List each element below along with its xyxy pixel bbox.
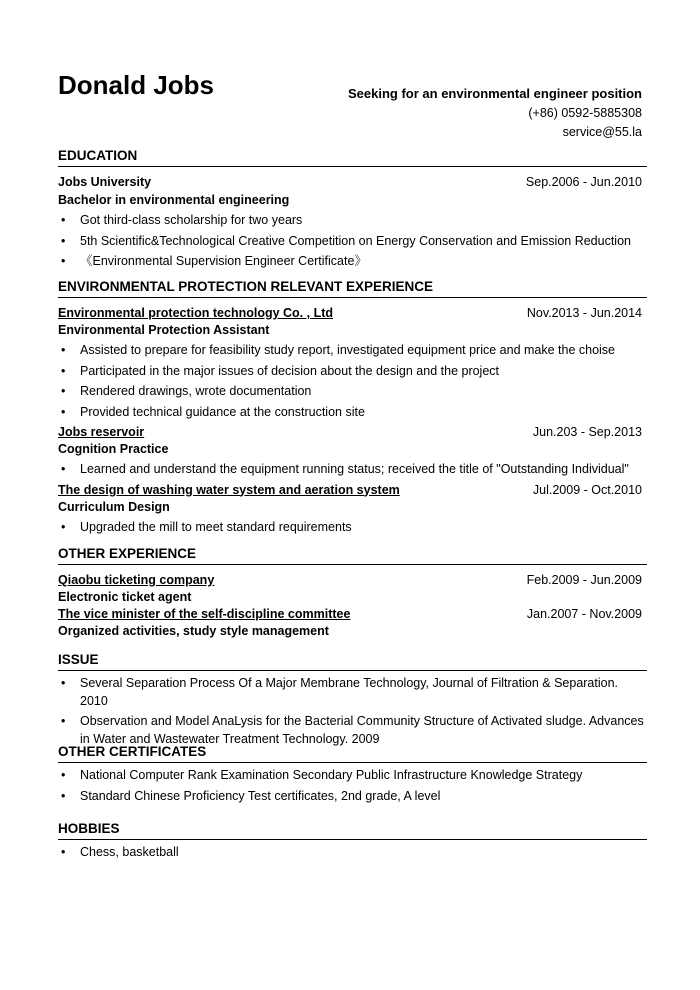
job-row [58,305,647,322]
section-title-certificates: OTHER CERTIFICATES [58,744,647,763]
job-row [58,482,647,499]
job-duties [58,342,647,421]
entry-org: Qiaobu ticketing company [58,573,215,587]
job-row [58,424,647,441]
issue-list [58,675,647,748]
phone-number: (+86) 0592-5885308 [528,105,642,120]
hobbies-list [58,844,647,862]
school-name: Jobs University [58,175,152,189]
list-item: • Several Separation Process Of a Major Membrane Technology, Journal of Filtration & Separation. 2010 [58,675,647,710]
objective-line: Seeking for an environmental engineer position [348,86,642,101]
job-org: The design of washing water system and aeration system [58,482,400,497]
section-title-other-experience: OTHER EXPERIENCE [58,546,647,565]
entry-role: Electronic ticket agent [58,590,192,604]
education-list [58,212,647,271]
certificates-section [58,744,647,805]
list-item: • Upgraded the mill to meet standard requirements [58,519,647,537]
job-duties [58,461,647,479]
job-dates: Jul.2009 - Oct.2010 [532,482,642,497]
list-item: • Learned and understand the equipment running status; received the title of "Outstanding Individual" [58,461,647,479]
email-address: service@55.la [562,125,642,139]
list-item: • Provided technical guidance at the construction site [58,404,647,422]
entry-dates: Feb.2009 - Jun.2009 [526,573,642,587]
section-title-experience: ENVIRONMENTAL PROTECTION RELEVANT EXPERIENCE [58,279,647,298]
job-dates: Jun.203 - Sep.2013 [532,425,642,439]
list-item: • Chess, basketball [58,844,647,862]
list-item: • 《Environmental Supervision Engineer Certificate》 [58,253,647,271]
section-title-issue: ISSUE [58,652,647,671]
contact-block [348,84,642,143]
education-dates: Sep.2006 - Jun.2010 [525,175,642,189]
candidate-name: Donald Jobs [58,70,215,100]
education-section [58,148,647,271]
job-role: Cognition Practice [58,442,169,456]
section-title-hobbies: HOBBIES [58,821,647,840]
list-item: • Got third-class scholarship for two years [58,212,647,230]
list-item: • Observation and Model AnaLysis for the Bacterial Community Structure of Activated sludge. Advances in Water and Wastewater Treatment Technology. 2009 [58,713,647,748]
issue-section [58,652,647,748]
section-title-education: EDUCATION [58,148,647,167]
entry-org: The vice minister of the self-discipline committee [58,607,351,621]
list-item: • Participated in the major issues of decision about the design and the project [58,363,647,381]
list-item: • Standard Chinese Proficiency Test certificates, 2nd grade, A level [58,788,647,806]
job-dates: Nov.2013 - Jun.2014 [526,306,642,320]
job-org: Jobs reservoir [58,425,145,439]
experience-section [58,279,647,536]
entry-row [58,572,647,589]
hobbies-section [58,821,647,862]
list-item: • Rendered drawings, wrote documentation [58,383,647,401]
entry-role: Organized activities, study style management [58,624,329,638]
job-role: Curriculum Design [58,499,170,514]
list-item: • National Computer Rank Examination Secondary Public Infrastructure Knowledge Strategy [58,767,647,785]
job-org: Environmental protection technology Co. , Ltd [58,306,334,320]
list-item: • Assisted to prepare for feasibility study report, investigated equipment price and make the choise [58,342,647,360]
education-row [58,174,647,191]
certificates-list [58,767,647,805]
other-experience-section [58,546,647,640]
entry-row [58,606,647,623]
degree: Bachelor in environmental engineering [58,193,290,207]
entry-dates: Jan.2007 - Nov.2009 [526,607,642,621]
job-duties [58,519,647,537]
job-role: Environmental Protection Assistant [58,323,270,337]
list-item: • 5th Scientific&Technological Creative Competition on Energy Conservation and Emission Reduction [58,233,647,251]
